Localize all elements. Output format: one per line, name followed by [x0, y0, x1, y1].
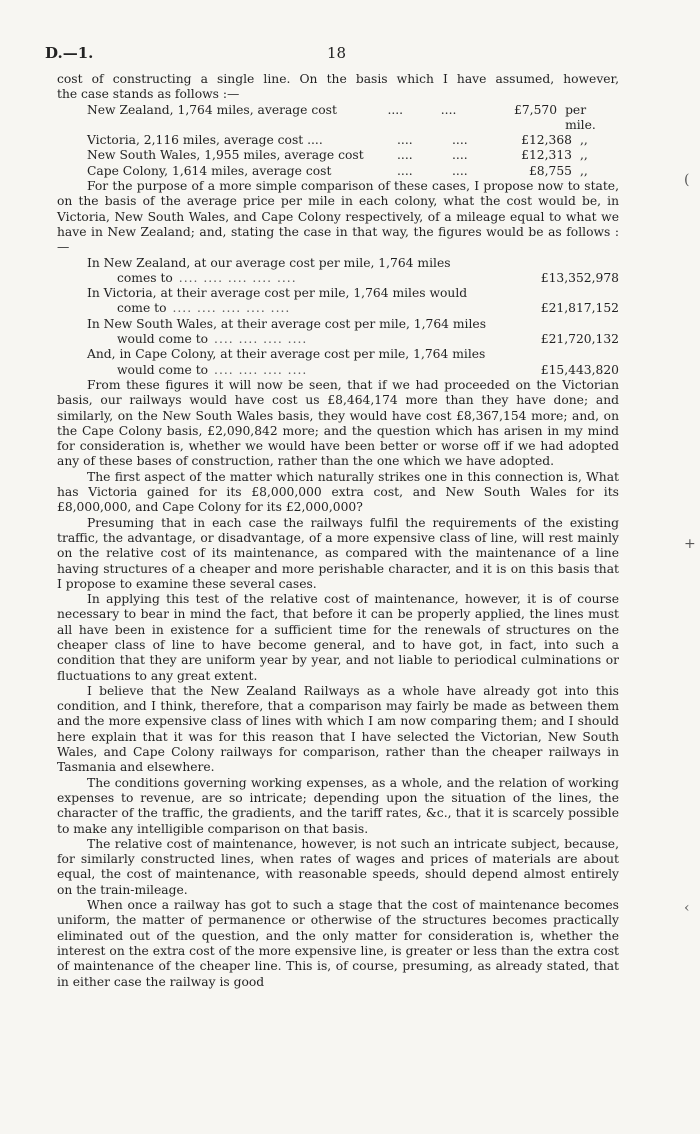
- margin-mark: (: [684, 172, 690, 188]
- calc-amount: £21,720,132: [540, 332, 619, 347]
- document-reference: D.—1.: [45, 44, 94, 62]
- calc-cont-text: would come to: [117, 362, 209, 377]
- calc-continuation: [87, 271, 619, 286]
- cost-row: [87, 133, 619, 148]
- document-page: [45, 44, 619, 990]
- cost-label: New Zealand, 1,764 miles, average cost: [87, 102, 337, 117]
- calc-first-line: And, in Cape Colony, at their average cost per mile, 1,764 miles: [87, 347, 486, 362]
- intro-line-1: cost of constructing a single line. On the basis which I have assumed, however,: [57, 72, 619, 86]
- calc-first-line: In Victoria, at their average cost per mile, 1,764 miles would: [87, 286, 468, 301]
- cost-label: Victoria, 2,116 miles, average cost ....: [87, 133, 323, 148]
- calc-cont-text: come to: [117, 301, 167, 316]
- calc-item: [87, 347, 619, 378]
- cost-row: [87, 148, 619, 163]
- cost-row: [87, 103, 619, 134]
- calc-first-line: In New South Wales, at their average cost per mile, 1,764 miles: [87, 316, 487, 331]
- calc-continuation: [87, 363, 619, 378]
- cost-value: £12,368: [521, 133, 572, 148]
- page-number: 18: [327, 44, 347, 62]
- paragraph: In applying this test of the relative cost of maintenance, however, it is of course necessary to bear in mind the fact, that before it can be properly applied, the lines must all have been in existence for a sufficient time for the renewals of structures on the cheaper class of line to have become general, and to have got, in fact, into such a condition that they are uniform year by year, and not liable to periodical culminations or fluctuations to any great extent.: [57, 592, 619, 683]
- cost-table: [87, 103, 619, 179]
- leader-dots: .... .... .... ....: [214, 362, 308, 377]
- calc-amount: £15,443,820: [540, 362, 619, 377]
- leader-dots: ....: [397, 148, 413, 163]
- paragraph: Presuming that in each case the railways fulfil the requirements of the existing traffic, the advantage, or disadvantage, of a more expensive class of line, will rest mainly on the relative cost of its maintenance, as compared with the maintenance of a line having structures of a cheaper and more perishable character, and it is on this basis that I propose to examine these several cases.: [57, 515, 619, 591]
- cost-unit: ,,: [580, 163, 588, 178]
- calc-continuation: [87, 301, 619, 316]
- leader-dots: .... .... .... .... ....: [172, 301, 291, 316]
- paragraph-comparison: For the purpose of a more simple comparison of these cases, I propose now to state, on the basis of the average price per mile in each colony, what the cost would be, in Victoria, New South Wales, and Cape Colony respectively, of a mileage equal to what we have in New Zealand; and, stating the case in that way, the figures would be as follows :—: [57, 179, 619, 255]
- page-header: [45, 44, 619, 72]
- leader-dots: ....: [397, 163, 413, 178]
- calc-cont-text: comes to: [117, 270, 173, 285]
- cost-value: £8,755: [528, 163, 572, 178]
- margin-mark: +: [684, 536, 696, 552]
- calc-first-line: In New Zealand, at our average cost per mile, 1,764 miles: [87, 255, 451, 270]
- calc-item: [87, 256, 619, 287]
- cost-value: £7,570: [514, 102, 558, 117]
- calc-continuation: [87, 332, 619, 347]
- leader-dots: ....: [452, 133, 468, 148]
- leader-dots: ....: [440, 102, 457, 117]
- calculation-list: [87, 256, 619, 378]
- calc-amount: £13,352,978: [540, 270, 619, 285]
- calc-amount: £21,817,152: [540, 301, 619, 316]
- cost-unit: ,,: [580, 133, 588, 148]
- paragraph: The first aspect of the matter which naturally strikes one in this connection is, What has Victoria gained for its £8,000,000 extra cost, and New South Wales for its £8,000,000, and Cape Colony for its £2,000,000?: [57, 469, 619, 515]
- margin-mark: ‹: [684, 900, 690, 916]
- cost-label: Cape Colony, 1,614 miles, average cost: [87, 163, 332, 178]
- cost-label: New South Wales, 1,955 miles, average cost: [87, 148, 364, 163]
- leader-dots: ....: [387, 102, 404, 117]
- cost-value: £12,313: [521, 148, 572, 163]
- intro-line-2: the case stands as follows :—: [57, 87, 240, 102]
- leader-dots: ....: [452, 163, 468, 178]
- paragraph: From these figures it will now be seen, that if we had proceeded on the Victorian basis, our railways would have cost us £8,464,174 more than they have done; and similarly, on the New South Wales basis, they would have cost £8,367,154 more; and, on the Cape Colony basis, £2,090,842 more; and the question which has arisen in my mind for consideration is, whether we would have been better or worse off if we had adopted any of these bases of construction, rather than the one which we have adopted.: [57, 377, 619, 469]
- leader-dots: ....: [452, 148, 468, 163]
- calc-item: [87, 317, 619, 348]
- cost-unit: per mile.: [565, 102, 596, 132]
- leader-dots: .... .... .... .... ....: [178, 270, 297, 285]
- leader-dots: ....: [397, 133, 413, 148]
- paragraph: The conditions governing working expenses, as a whole, and the relation of working expenses to revenue, are so intricate; depending upon the situation of the lines, the character of the traffic, the gradients, and the tariff rates, &c., that it is scarcely possible to make any intelligible comparison on that basis.: [57, 775, 619, 836]
- cost-unit: ,,: [580, 148, 588, 163]
- paragraph: I believe that the New Zealand Railways as a whole have already got into this condition, and I think, therefore, that a comparison may fairly be made as between them and the more expensive class of lines with which I am now comparing them; and I should here explain that it was for this reason that I have selected the Victorian, New South Wales, and Cape Colony railways for comparison, rather than the cheaper railways in Tasmania and elsewhere.: [57, 683, 619, 775]
- leader-dots: .... .... .... ....: [214, 332, 308, 347]
- calc-cont-text: would come to: [117, 332, 209, 347]
- paragraph: When once a railway has got to such a stage that the cost of maintenance becomes uniform, the matter of permanence or otherwise of the structures becomes practically eliminated out of the question, and the only matter for consideration is, whether the interest on the extra cost of the more expensive line, is greater or less than the extra cost of maintenance of the cheaper line. This is, of course, presuming, as already stated, that in either case the railway is good: [57, 898, 619, 989]
- calc-item: [87, 286, 619, 317]
- cost-row: [87, 164, 619, 179]
- paragraph: The relative cost of maintenance, however, is not such an intricate subject, because, for similarly constructed lines, when rates of wages and prices of materials are about equal, the cost of maintenance, with reasonable speeds, should depend almost entirely on the train-mileage.: [57, 836, 619, 897]
